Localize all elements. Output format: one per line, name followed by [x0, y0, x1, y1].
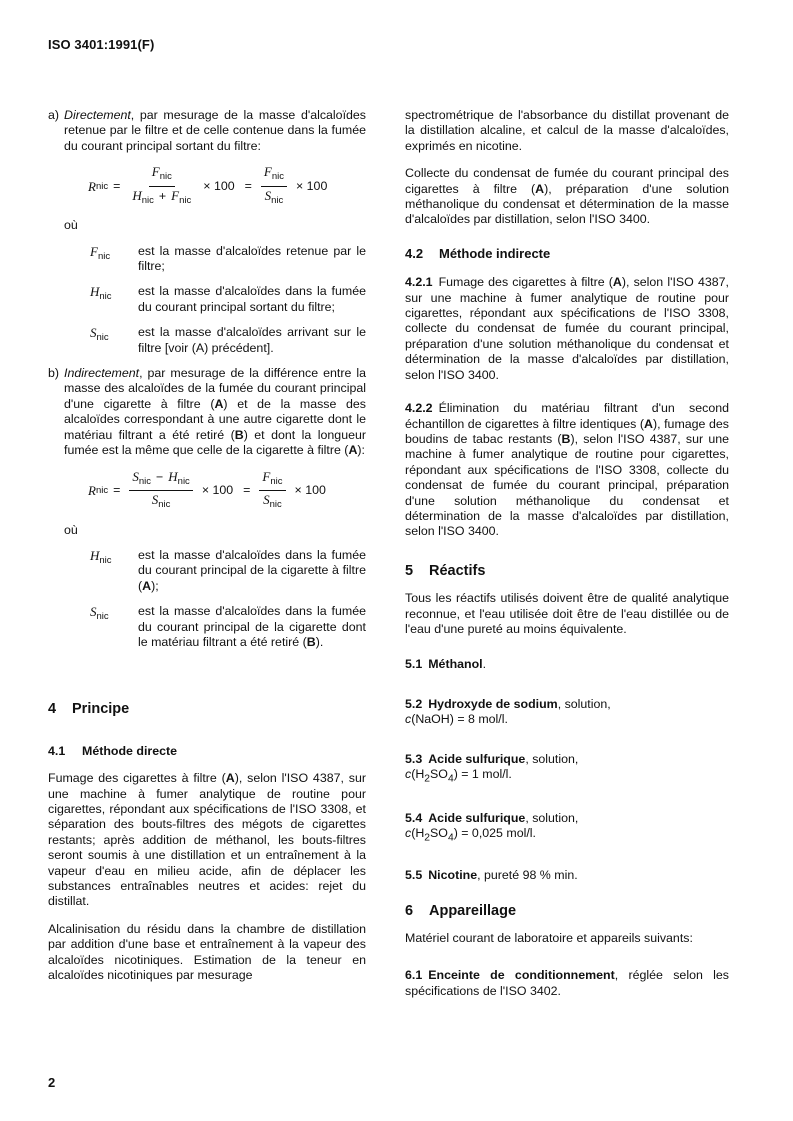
right-column — [405, 108, 729, 1011]
ou-label-a: où — [64, 218, 78, 233]
definitions-b — [90, 548, 366, 650]
section-4-1-paragraph-1: Fumage des cigarettes à filtre (A), selon l'ISO 4387, sur une machine à fumer analytique de routine pour cigarettes, répondant aux spécifications de l'ISO 3308, et séparation des bouts-filtres des mégots de cigarettes restants; après addition de méthanol, les bouts-filtres seront soumis à une distillation et un entraînement à la vapeur d'eau en milieu acide, afin de déplacer les substances entraînables neutres et acides: rejet du distillat. — [48, 771, 366, 909]
ou-label-b: où — [64, 522, 78, 537]
section-5-paragraph: Tous les réactifs utilisés doivent être de qualité analytique reconnue, et l'eau utilisée doit être de l'eau distillée ou de l'eau d'une pureté au moins équivalente. — [405, 591, 729, 636]
paragraph-collect: Collecte du condensat de fumée du courant principal des cigarettes à filtre (A), préparation d'une solution méthanolique du condensat et détermination de la masse d'alcaloïdes par distillation, selon l'ISO 3400. — [405, 166, 729, 227]
apparatus-6-1: 6.1 Enceinte de conditionnement, réglée selon les spécifications de l'ISO 3402. — [405, 968, 729, 998]
item-a-label: a) — [48, 108, 60, 122]
left-column — [48, 108, 366, 995]
definition-item: $S_{nic}$ est la masse d'alcaloïdes arrivant sur le filtre [voir (A) précédent]. — [90, 325, 366, 355]
definition-item: $H_{nic}$ est la masse d'alcaloïdes dans la fumée du courant principal sortant du filtre; — [90, 284, 366, 314]
section-4-heading: 4 Principe — [48, 701, 130, 718]
section-6-heading: 6 Appareillage — [405, 902, 517, 919]
item-a-text: , par mesurage de la masse d'alcaloïdes retenue par le filtre et de celle contenue dans la fumée du courant principal sortant du filtre: — [64, 108, 366, 153]
reagent-5-1: 5.1 Méthanol. — [405, 657, 487, 672]
item-b: b) Indirectement, par mesurage de la différence entre la masse des alcaloïdes de la fumée du courant principal d'une cigarette à filtre (A) et de la masse des alcaloïdes correspondant à une autre cigarette dont le matériau filtrant a été retiré (B) et dont la longueur fumée est la même que celle de la cigarette à filtre (A): — [48, 366, 367, 458]
item-a — [48, 108, 366, 154]
formula-indirect: R nic = $\frac{S_{nic} - H_{nic}}{S_{nic}}$ × 100 = $\frac{F_{nic}}{S_{nic}}$ × 100 — [88, 468, 326, 510]
reagent-5-4: 5.4 Acide sulfurique, solution, $c(H_2SO_4) = 0,025$ mol/l. — [405, 810, 579, 844]
section-4-2-heading: 4.2 Méthode indirecte — [405, 245, 551, 261]
page-number: 2 — [48, 1075, 56, 1090]
definition-item: $F_{nic}$ est la masse d'alcaloïdes retenue par le filtre; — [90, 243, 366, 274]
definition-item: $H_{nic}$ est la masse d'alcaloïdes dans la fumée du courant principal de la cigarette à filtre (A); — [90, 547, 366, 593]
section-4-1-heading: 4.1 Méthode directe — [48, 743, 178, 758]
document-header: ISO 3401:1991(F) — [48, 37, 155, 52]
section-4-2-2-paragraph: 4.2.2 Élimination du matériau filtrant d'un second échantillon de cigarettes à filtre identiques (A), fumage des boudins de tabac restants (B), selon l'ISO 4387, sur une machine à fumer analytique de routine pour cigarettes, répondant aux spécifications de l'ISO 3308, collecte du condensat de fumée du courant principal, préparation d'une solution méthanolique du condensat et détermination de la masse d'alcaloïdes par distillation, selon l'ISO 3400. — [405, 401, 729, 539]
definitions-a — [90, 244, 366, 356]
section-4-1-paragraph-2: Alcalinisation du résidu dans la chambre de distillation par addition d'une base et entraînement à la vapeur des alcaloïdes nicotiniques. Estimation de la teneur en alcaloïdes nicotiniques par mesurage — [48, 921, 366, 983]
section-4-2-1-paragraph: 4.2.1 Fumage des cigarettes à filtre (A), selon l'ISO 4387, sur une machine à fumer analytique de routine pour cigarettes, répondant aux spécifications de l'ISO 3308, collecte du condensat de fumée du courant principal, préparation d'une solution méthanolique du condensat et détermination de la masse d'alcaloïdes par distillation, selon l'ISO 3400. — [405, 275, 729, 382]
reagent-5-2: 5.2 Hydroxyde de sodium, solution, c(NaOH) = 8 mol/l. — [405, 696, 611, 727]
item-b-label: b) — [48, 366, 60, 381]
section-6-paragraph: Matériel courant de laboratoire et appareils suivants: — [405, 930, 693, 945]
section-5-heading: 5 Réactifs — [405, 562, 486, 579]
reagent-5-3: 5.3 Acide sulfurique, solution, $c(H_2SO_4) = 1$ mol/l. — [405, 751, 579, 785]
reagent-5-5: 5.5 Nicotine, pureté 98 % min. — [405, 868, 578, 883]
item-a-emphasis: Directement — [64, 108, 131, 122]
paragraph-continuation: spectrométrique de l'absorbance du distillat provenant de la distillation alcaline, et calcul de la masse d'alcaloïdes, exprimés en nicotine. — [405, 108, 729, 153]
definition-item: $S_{nic}$ est la masse d'alcaloïdes dans la fumée du courant principal de la cigarette dont le matériau filtrant a été retiré (B). — [90, 604, 366, 649]
formula-direct: R nic = $\frac{F_{nic}}{H_{nic} + F_{nic}}$ × 100 = $\frac{F_{nic}}{S_{nic}}$ × 100 — [88, 164, 328, 206]
